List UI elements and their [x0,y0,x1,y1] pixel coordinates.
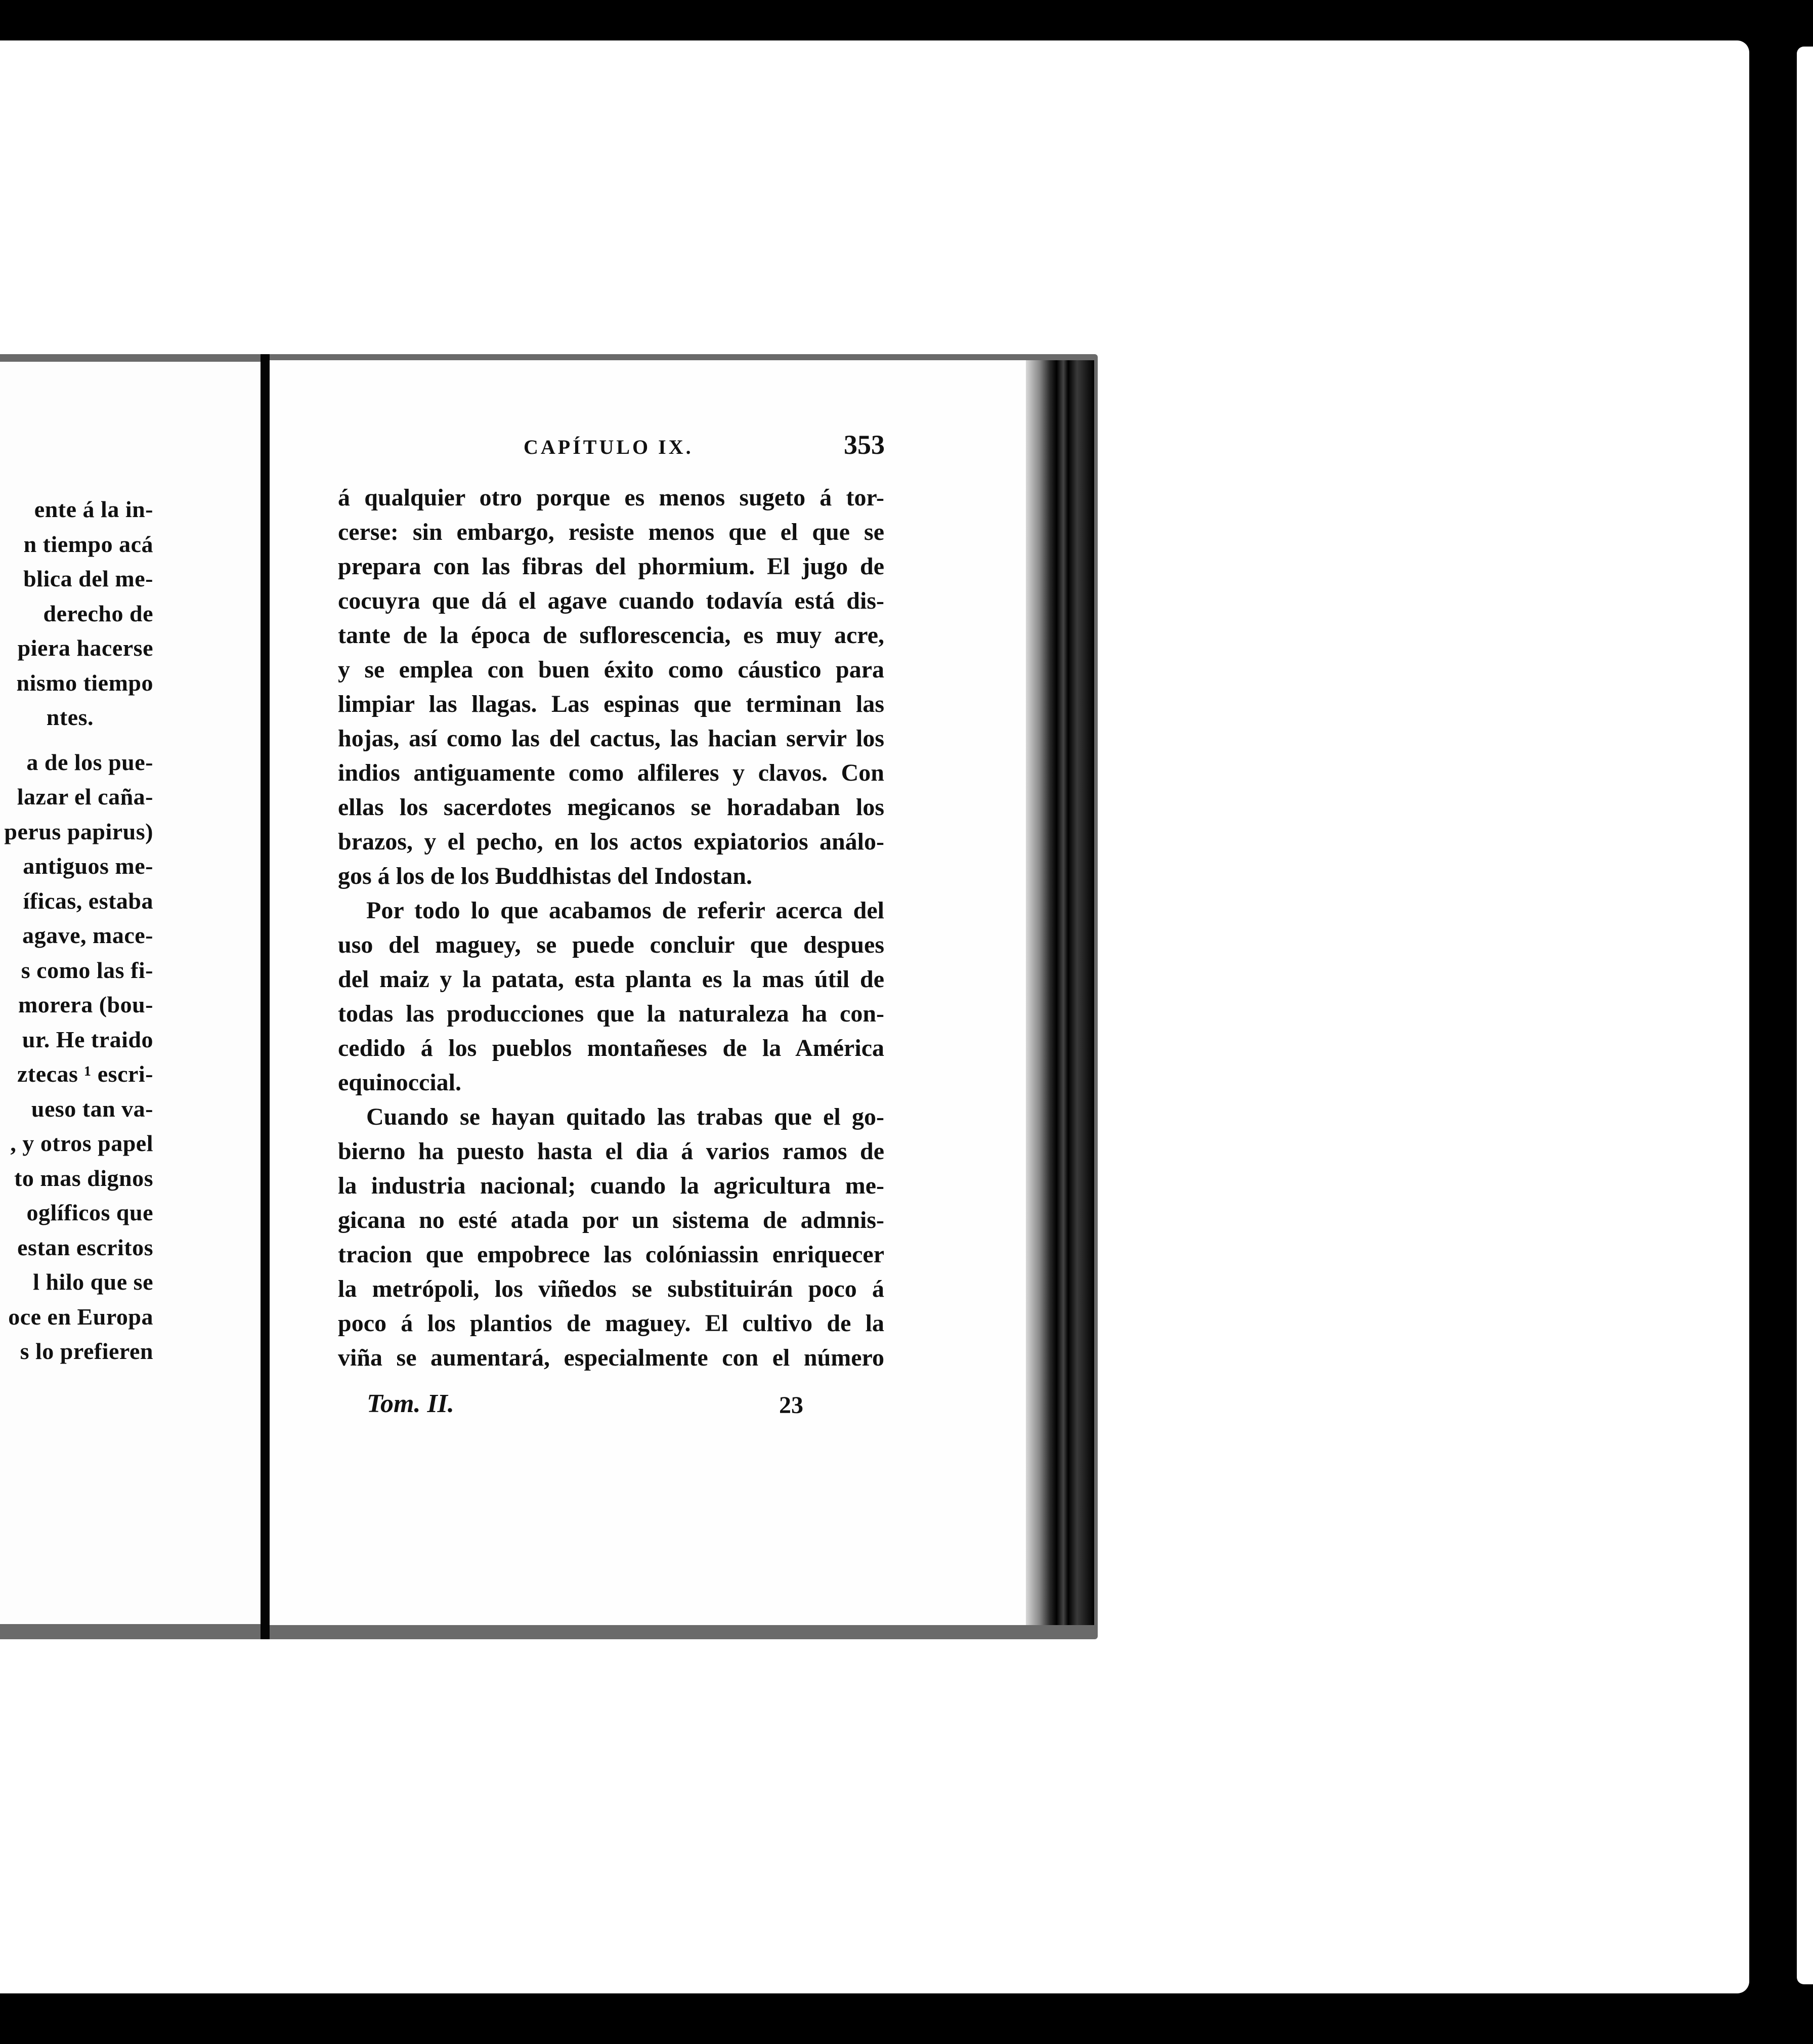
text-line: á qualquier otro porque es menos sugeto á tor- [338,484,884,511]
left-text-line: to mas dignos [14,1165,153,1191]
text-line: bierno ha puesto hasta el dia á varios ramos de [338,1138,884,1165]
text-line: Por todo lo que acabamos de referir acerca del [366,897,884,924]
text-line: brazos, y el pecho, en los actos expiatorios análo- [338,828,884,855]
left-text-line: derecho de [43,600,153,626]
text-line: poco á los plantios de maguey. El cultivo de la [338,1310,884,1337]
footer-signature: 23 [779,1392,803,1419]
body-text [338,481,884,1375]
left-text-line: perus papirus) [4,818,153,844]
page-number: 353 [844,430,885,460]
left-text-line: lazar el caña- [17,784,153,810]
left-text-line: íficas, estaba [23,887,153,914]
left-text-line: estan escritos [17,1234,153,1260]
text-line: la metrópoli, los viñedos se substituirán poco á [338,1275,884,1302]
left-text-line: a de los pue- [26,749,153,775]
left-text-line: ztecas ¹ escri- [17,1061,153,1087]
text-line: tracion que empobrece las colóniassin enriquecer [338,1241,884,1268]
text-line: Cuando se hayan quitado las trabas que el go- [366,1103,884,1130]
footer-volume: Tom. II. [367,1389,454,1418]
left-text-line: piera hacerse [17,635,153,661]
left-text-line: ueso tan va- [31,1095,153,1122]
left-text-line: antiguos me- [23,853,153,879]
left-text-line: ur. He traido [22,1026,153,1052]
left-text-line: , y otros papel [10,1130,153,1156]
text-line: todas las producciones que la naturaleza ha con- [338,1000,884,1027]
text-line: gicana no esté atada por un sistema de admnis- [338,1207,884,1233]
left-text-line: nismo tiempo [16,669,153,696]
text-line: viña se aumentará, especialmente con el número [338,1344,884,1371]
text-line: limpiar las llagas. Las espinas que terminan las [338,691,884,717]
text-line: cocuyra que dá el agave cuando todavía está dis- [338,587,884,614]
left-text-line: oce en Europa [8,1303,153,1330]
text-line: ellas los sacerdotes megicanos se horadaban los [338,794,884,821]
left-text-line: morera (bou- [18,992,153,1017]
left-text-line: agave, mace- [22,922,153,948]
left-page [0,362,261,1624]
text-line: cerse: sin embargo, resiste menos que el que se [338,519,884,545]
text-line: la industria nacional; cuando la agricultura me- [338,1172,884,1199]
text-line: del maiz y la patata, esta planta es la mas útil de [338,966,884,993]
left-text-line: s como las fi- [21,957,153,983]
page-fore-edge [1026,360,1094,1625]
text-line: equinoccial. [338,1069,462,1096]
text-line: tante de la época de suflorescencia, es muy acre, [338,622,884,649]
left-text-line: s lo prefieren [20,1338,153,1364]
left-text-line: ente á la in- [34,496,153,522]
text-line: y se emplea con buen éxito como cáustico para [338,656,884,683]
scan-right-strip [1797,47,1813,1984]
text-line: indios antiguamente como alfileres y clavos. Con [338,759,884,786]
text-line: cedido á los pueblos montañeses de la América [338,1035,884,1061]
left-text-line: blica del me- [23,566,153,591]
text-line: uso del maguey, se puede concluir que despues [338,931,884,958]
left-text-line: l hilo que se [33,1269,153,1295]
text-line: gos á los de los Buddhistas del Indostan. [338,863,752,889]
text-line: hojas, así como las del cactus, las hacian servir los [338,725,884,752]
text-line: prepara con las fibras del phormium. El jugo de [338,553,884,580]
left-text-line: ntes. [46,704,94,730]
running-head: CAPÍTULO IX. [524,436,694,458]
left-text-line: n tiempo acá [23,531,153,557]
gutter [261,354,270,1639]
left-text-line: oglíficos que [26,1200,153,1225]
